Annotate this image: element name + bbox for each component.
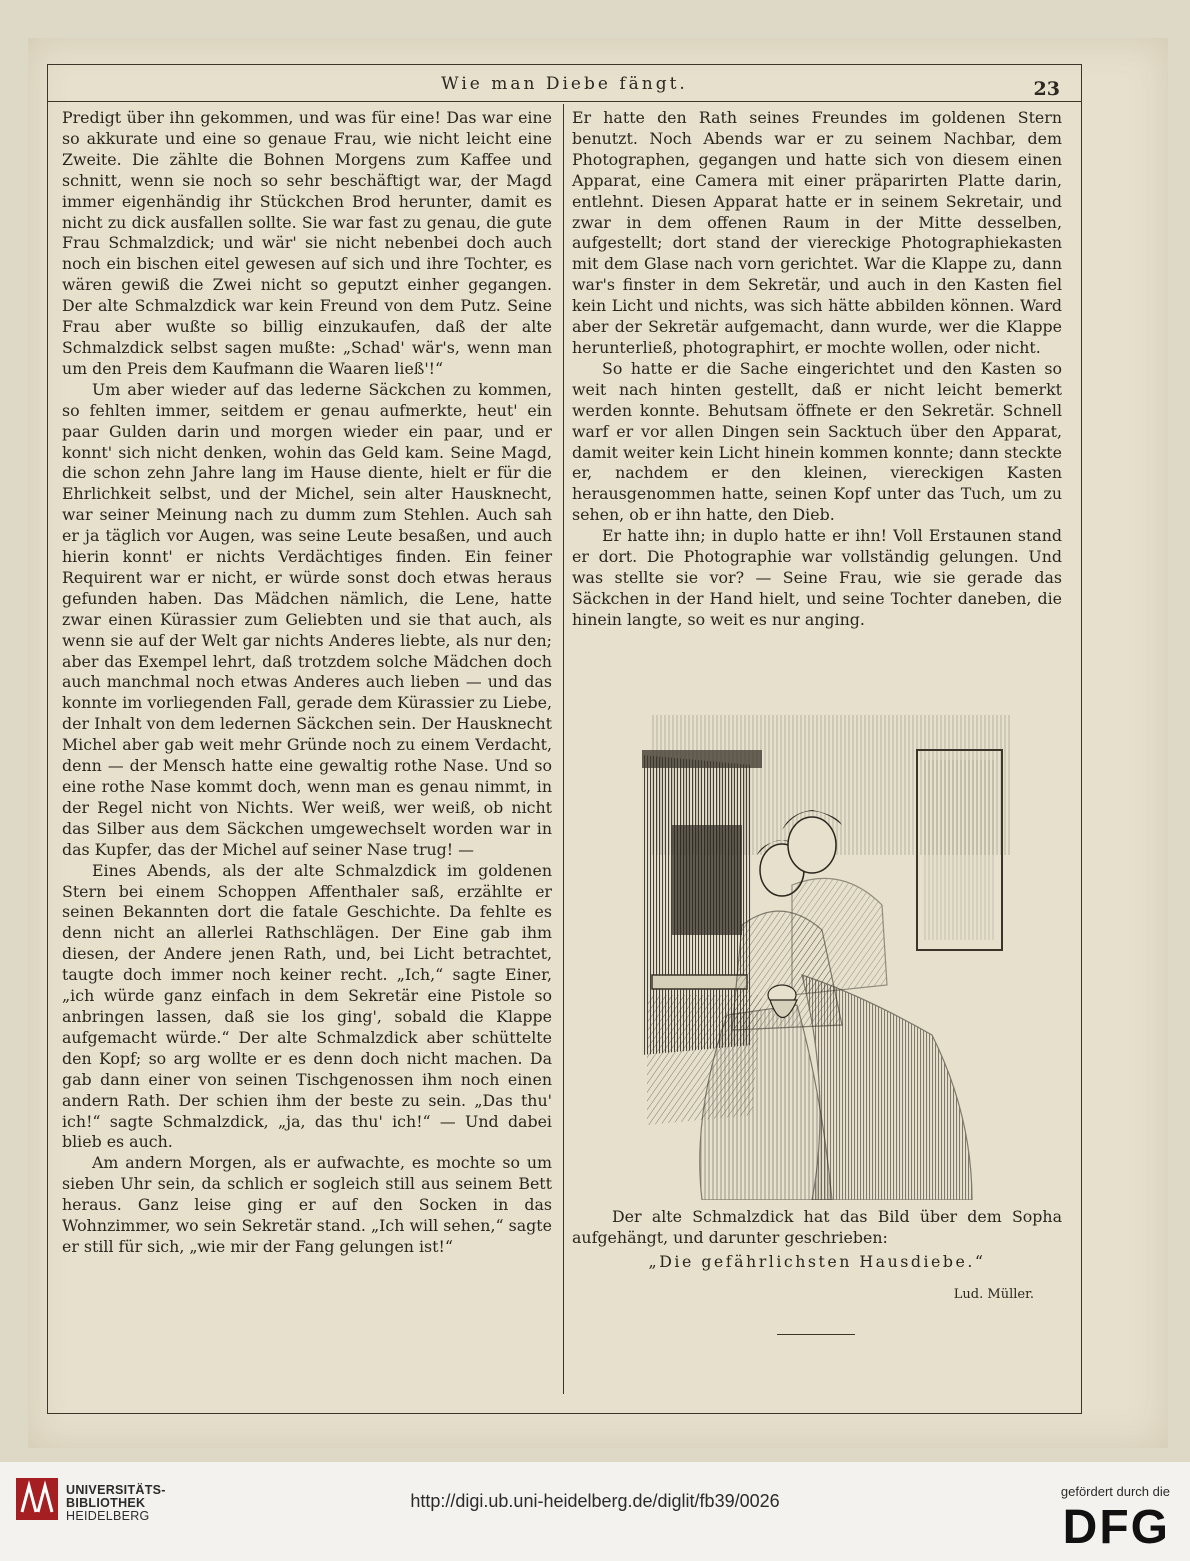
caption-text bbox=[572, 1207, 1062, 1249]
paragraph: Er hatte den Rath seines Freundes im goldenen Stern benutzt. Noch Abends war er zu seinem Nachbar, dem Photographen, gegangen und hatte sich von diesem einen Apparat, eine Camera mit einer präparirten Platte darin, entlehnt. Diesen Apparat hatte er in seinem Sekretair, und zwar in dem offenen Raum in der Mitte desselben, aufgestellt; dort stand der viereckige Photographiekasten mit dem Glase nach vorn gerichtet. War die Klappe zu, dann war's finster in dem Sekretär, und auch in den Kasten fiel kein Licht und nichts, was sich hätte abbilden können. Ward aber der Sekretär aufgemacht, dann wurde, wer die Klappe herunterließ, photographirt, er mochte wollen, oder nicht. bbox=[572, 108, 1062, 357]
caption-quote: „Die gefährlichsten Hausdiebe.“ bbox=[648, 1252, 986, 1271]
end-rule bbox=[777, 1334, 855, 1335]
institution-line: HEIDELBERG bbox=[66, 1509, 150, 1523]
dfg-logo: DFG bbox=[1062, 1501, 1170, 1554]
running-header bbox=[47, 66, 1082, 102]
institution-line: BIBLIOTHEK bbox=[66, 1496, 146, 1510]
right-column bbox=[572, 108, 1062, 631]
permalink-url[interactable]: http://digi.ub.uni-heidelberg.de/diglit/fb39/0026 bbox=[410, 1491, 780, 1511]
caption-paragraph: Der alte Schmalzdick hat das Bild über dem Sopha aufgehängt, und darunter geschrieben: bbox=[572, 1207, 1062, 1247]
page-number: 23 bbox=[1033, 78, 1060, 100]
column-divider bbox=[563, 104, 564, 1394]
paragraph: Predigt über ihn gekommen, und was für eine! Das war eine so akkurate und eine so genaue Frau, wie nicht leicht eine Zweite. Die zählte die Bohnen Morgens zum Kaffee und schnitt, wenn sie noch so sehr beschäftigt war, der Magd immer eigenhändig ihr Stückchen Brod herunter, damit es nicht zu dick ausfallen sollte. Sie war fast zu genau, die gute Frau Schmalzdick; und wär' sie nicht nebenbei doch auch noch ein bischen eitel gewesen auf sich und ihre Tochter, es wären gewiß die Zwei nicht so geputzt einher gegangen. Der alte Schmalzdick war kein Freund von dem Putz. Seine Frau aber wußte so billig einzukaufen, daß der alte Schmalzdick selbst sagen mußte: „Schad' wär's, wenn man um den Preis dem Kaufmann die Waaren ließ'!“ bbox=[62, 108, 552, 378]
engraving-illustration bbox=[632, 695, 1030, 1200]
paragraph: Um aber wieder auf das lederne Säckchen zu kommen, so fehlten immer, seitdem er genau aufmerkte, heut' ein paar Gulden darin und morgen wieder ein paar, und er konnt' sich nicht denken, wohin das Geld kam. Seine Magd, die schon zehn Jahre lang im Hause diente, hielt er für die Ehrlichkeit selbst, und der Michel, sein alter Hausknecht, war seiner Meinung nach zu dumm zum Stehlen. Auch sah er ja täglich vor Augen, was seine Leute besaßen, und auch hierin konnt' er nichts Verdächtiges finden. Ein feiner Requirent war er nicht, er würde sonst doch etwas heraus gefunden haben. Das Mädchen nämlich, die Lene, hatte zwar einen Kürassier zum Geliebten und sie that auch, als wenn sie auf der Welt gar nichts Anderes liebte, als nur den; aber das Exempel lehrt, daß trotzdem solche Mädchen doch auch manchmal noch etwas Anderes auch lieben — und das konnte im vorliegenden Fall, gerade dem Kürassier zu Liebe, der Inhalt von dem ledernen Säckchen sein. Der Hausknecht Michel aber gab weit mehr Gründe noch zu einem Verdacht, denn — der Mensch hatte eine gewaltig rothe Nase. Und so eine rothe Nase kommt doch, wenn man es genau nimmt, in der Regel nicht von Nichts. Wer weiß, wer weiß, ob nicht das Silber aus dem Säckchen umgewechselt worden war in das Kupfer, das der Michel auf seiner Nase trug! — bbox=[62, 379, 552, 859]
viewer-footer bbox=[0, 1462, 1190, 1561]
paragraph: So hatte er die Sache eingerichtet und den Kasten so weit nach hinten gestellt, daß er nicht leicht bemerkt werden konnte. Behutsam öffnete er den Sekretär. Schnell warf er vor allen Dingen sein Sacktuch über den Apparat, damit weiter kein Licht hinein kommen konnte; dann steckte er, nachdem er den kleinen, viereckigen Kasten herausgenommen hatte, seinen Kopf unter das Tuch, um zu sehen, ob er ihn hatte, den Dieb. bbox=[572, 358, 1062, 525]
paragraph: Eines Abends, als der alte Schmalzdick im goldenen Stern bei einem Schoppen Affenthaler saß, erzählte er seinen Bekannten dort die fatale Geschichte. Da fehlte es denn nicht an allerlei Rathschlägen. Der Eine gab ihm diesen, der Andere jenen Rath, und, bei Licht betrachtet, taugte doch immer noch keiner recht. „Ich,“ sagte Einer, „ich würde ganz einfach in dem Sekretär eine Pistole so anbringen lassen, daß sie los ging', sobald die Klappe aufgemacht würde.“ Der alte Schmalzdick aber schüttelte den Kopf; so arg wollte er es denn doch nicht machen. Da gab dann einer von seinen Tischgenossen ihm noch einen andern Rath. Der schien ihm der beste zu sein. „Das thu' ich!“ sagte Schmalzdick, „ja, das thu' ich!“ — Und dabei blieb es auch. bbox=[62, 860, 552, 1152]
institution-line: UNIVERSITÄTS- bbox=[66, 1483, 166, 1497]
funding-label: gefördert durch die bbox=[1060, 1484, 1170, 1499]
paragraph: Er hatte ihn; in duplo hatte er ihn! Voll Erstaunen stand er dort. Die Photographie war vollständig gelungen. Und was stellte sie vor? — Seine Frau, wie sie gerade das Säckchen in der Hand hielt, und seine Tochter daneben, die hinein langte, so weit es nur anging. bbox=[572, 526, 1062, 629]
running-title: Wie man Diebe fängt. bbox=[441, 74, 688, 94]
left-column bbox=[62, 108, 552, 1258]
paragraph: Am andern Morgen, als er aufwachte, es mochte so um sieben Uhr sein, da schlich er sogleich still aus seinem Bett heraus. Ganz leise ging er auf den Socken in das Wohnzimmer, wo sein Sekretär stand. „Ich will sehen,“ sagte er still für sich, „wie mir der Fang gelungen ist!“ bbox=[62, 1153, 552, 1256]
author-signature: Lud. Müller. bbox=[953, 1287, 1034, 1302]
